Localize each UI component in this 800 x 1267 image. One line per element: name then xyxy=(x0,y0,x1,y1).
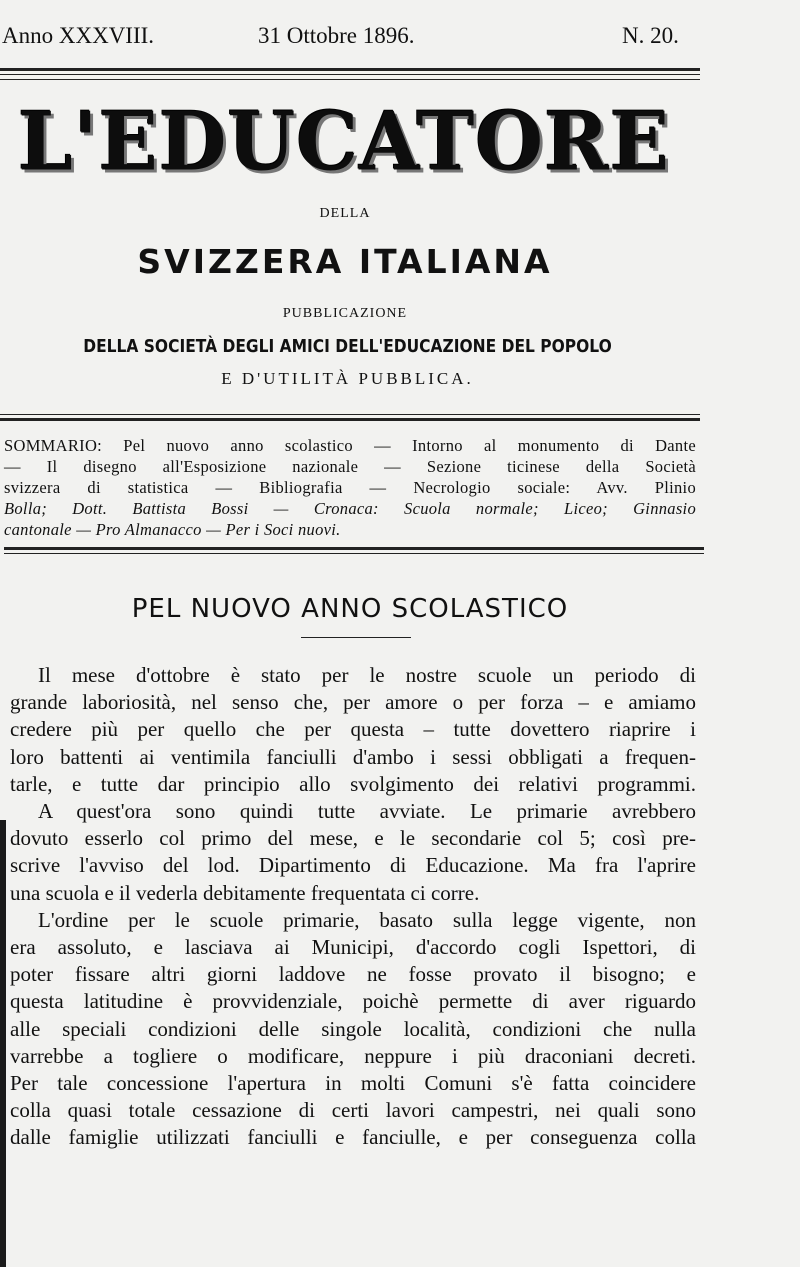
sommario-rule-bottom xyxy=(4,547,704,550)
masthead-della: DELLA xyxy=(319,206,371,221)
sommario-line: svizzera di statistica — Bibliografia — Necrologio sociale: Avv. Plinio xyxy=(4,478,696,497)
masthead-society: DELLA SOCIETÀ DEGLI AMICI DELL'EDUCAZIONE DEL POPOLO xyxy=(83,336,612,357)
sommario-rule-top xyxy=(0,414,700,415)
header-rule-top-thin xyxy=(0,74,700,75)
sommario-line: SOMMARIO: Pel nuovo anno scolastico — Intorno al monumento di Dante xyxy=(4,436,696,455)
article-line: Il mese d'ottobre è stato per le nostre scuole un periodo di xyxy=(38,663,696,687)
sommario-line: — Il disegno all'Esposizione nazionale — Sezione ticinese della Società xyxy=(4,457,696,476)
article-line: era assoluto, e lasciava ai Municipi, d'accordo cogli Ispettori, di xyxy=(10,935,696,960)
issue-year: Anno XXXVIII. xyxy=(2,23,155,48)
article-line: tarle, e tutte dar principio allo svolgimento dei relativi programmi. xyxy=(10,771,696,796)
article-line: varrebbe a togliere o modificare, neppure i più draconiani decreti. xyxy=(10,1043,696,1068)
article-line: grande laboriosità, nel senso che, per amore o per forza – e amiamo xyxy=(10,690,696,715)
sommario xyxy=(4,435,696,540)
page-edge-shadow xyxy=(0,820,6,1267)
sommario-rule-top-thick xyxy=(0,418,700,421)
article-line: A quest'ora sono quindi tutte avviate. Le primarie avrebbero xyxy=(38,799,696,824)
masthead-subtitle: SVIZZERA ITALIANA xyxy=(137,242,553,281)
sommario-line: Bolla; Dott. Battista Bossi — Cronaca: Scuola normale; Liceo; Ginnasio xyxy=(4,499,696,518)
article-line: una scuola e il vederla debitamente frequentata ci corre. xyxy=(10,880,480,905)
masthead-title: L'EDUCATORE xyxy=(18,95,671,190)
article-line: poter fissare altri giorni laddove ne fosse provato il bisogno; e xyxy=(10,962,696,987)
article-line: dovuto esserlo col primo del mese, e le secondarie col 5; così pre- xyxy=(10,826,696,851)
issue-number: N. 20. xyxy=(622,23,679,48)
article-body xyxy=(10,662,696,1152)
header-rule-top xyxy=(0,68,700,71)
issue-date: 31 Ottobre 1896. xyxy=(258,23,415,48)
article-line: L'ordine per le scuole primarie, basato sulla legge vigente, non xyxy=(38,907,696,932)
header-rule-top-thin-2 xyxy=(0,79,700,80)
article-line: dalle famiglie utilizzati fanciulli e fanciulle, e per conseguenza colla xyxy=(10,1125,696,1150)
article-title: PEL NUOVO ANNO SCOLASTICO xyxy=(131,594,569,624)
article-line: Per tale concessione l'apertura in molti Comuni s'è fatta coincidere xyxy=(10,1071,696,1096)
article-title-rule xyxy=(301,637,411,638)
article-line: colla quasi totale cessazione di certi lavori campestri, nei quali sono xyxy=(10,1098,696,1123)
sommario-line: cantonale — Pro Almanacco — Per i Soci nuovi. xyxy=(4,520,341,539)
masthead-utilita: E D'UTILITÀ PUBBLICA. xyxy=(221,369,474,388)
masthead-pubblicazione: PUBBLICAZIONE xyxy=(282,306,408,321)
article-line: questa latitudine è provvidenziale, poichè permette di aver riguardo xyxy=(10,989,696,1014)
article-line: loro battenti ai ventimila fanciulli d'ambo i sessi obbligati a frequen- xyxy=(10,744,696,769)
article-line: alle speciali condizioni delle singole località, condizioni che nulla xyxy=(10,1016,696,1041)
article-line: scrive l'avviso del lod. Dipartimento di Educazione. Ma fra l'aprire xyxy=(10,853,696,878)
sommario-rule-bottom-thin xyxy=(4,553,704,554)
article-line: credere più per quello che per questa – tutte dovettero riaprire i xyxy=(10,717,696,742)
